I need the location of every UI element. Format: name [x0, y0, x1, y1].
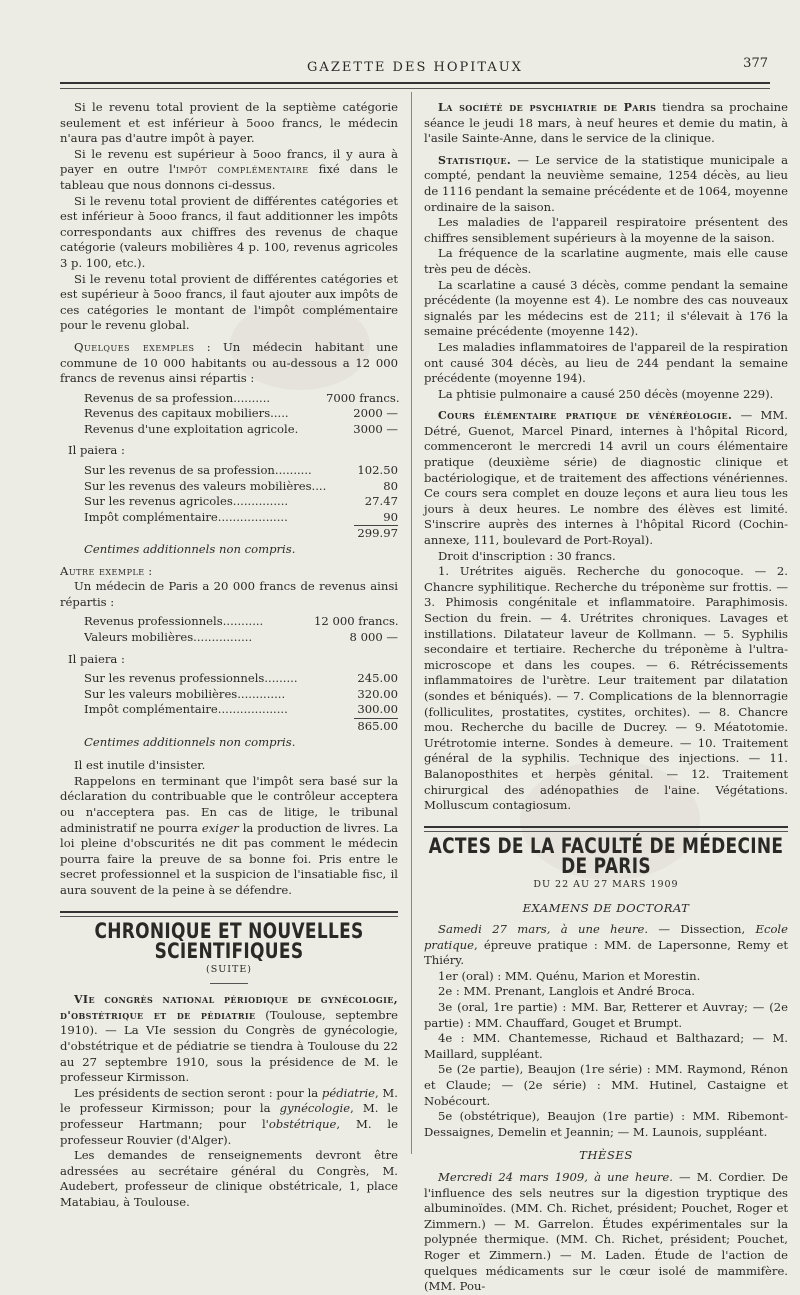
- small-caps-term: impôt complémentaire: [175, 162, 309, 177]
- table-row: Impôt complémentaire................... 300.00: [84, 702, 398, 717]
- tax-table: [84, 463, 398, 558]
- left-column: [60, 100, 398, 1211]
- paragraph: La scarlatine a causé 3 décès, comme pendant la semaine précédente (la moyenne est 4). Le nombre des cas nouveaux signalés par les médecins est de 211; il s'élevait à 176 la semaine précédente (moyenne 142).: [424, 277, 788, 339]
- tax-table: [84, 671, 398, 750]
- exam-line: 1er (oral) : MM. Quénu, Marion et Morestin.: [438, 968, 701, 983]
- section-rule: [60, 911, 398, 917]
- subsection-title: EXAMENS DE DOCTORAT: [522, 900, 690, 915]
- paragraph: Un médecin de Paris a 20 000 francs de revenus ainsi répartis :: [60, 579, 398, 609]
- paragraph: Rappelons en terminant que l'impôt sera basé sur la déclaration du contribuable que le contrôleur acceptera ou n'acceptera pas. En cas de litige, le tribunal administratif ne pourra exiger la production de livres. La loi pleine d'obscurités ne dit pas comment le médecin pourra faire la preuve de sa bonne foi. Pris entre le secret professionnel et la suspicion de l'insatiable fisc, il aura souvent de la peine à se défendre.: [60, 773, 398, 897]
- item-heading: La société de psychiatrie de Paris: [438, 101, 657, 114]
- table-row: Sur les revenus de sa profession.......... 102.50: [84, 463, 398, 478]
- centimes-note: Centimes additionnels non compris.: [84, 734, 296, 749]
- table-row: Sur les valeurs mobilières............. 320.00: [84, 686, 398, 701]
- header-rule: [60, 82, 770, 89]
- paiera-label: Il paiera :: [68, 443, 125, 458]
- paragraph: Cours élémentaire pratique de vénéréologie. — MM. Détré, Guenot, Marcel Pinard, internes à l'hôpital Ricord, commenceront le mercredi 14 avril un cours élémentaire pratique (deuxième série) de diagnostic clinique et bactériologique, et de traitement des affections vénériennes. Ce cours sera complet en douze leçons et aura lieu tous les jours à deux heures. Le nombre des élèves est limité. S'inscrire auprès des internes à l'hôpital Ricord (Cochin-annexe, 111, boulevard de Port-Royal).: [424, 408, 788, 548]
- right-column: [424, 100, 788, 1295]
- paragraph: Droit d'inscription : 30 francs.: [438, 548, 616, 563]
- example-label: Autre exemple: [60, 563, 145, 578]
- table-row: Valeurs mobilières................ 8 000 —: [84, 630, 398, 644]
- journal-title: GAZETTE DES HOPITAUX: [307, 60, 523, 75]
- paragraph: Les demandes de renseignements devront être adressées au secrétaire général du Congrès, M. Audebert, professeur de clinique obstétricale, 1, place Matabiau, à Toulouse.: [60, 1148, 398, 1209]
- paragraph: Si le revenu total provient de différentes catégories et est supérieur à 5ooo francs, il faut ajouter aux impôts de ces catégories le montant de l'impôt complémentaire pour le revenu global.: [60, 271, 398, 333]
- subsection-title: THÈSES: [579, 1148, 633, 1163]
- paragraph: Mercredi 24 mars 1909, à une heure. — M. Cordier. De l'influence des sels neutres sur la digestion tryptique des albuminoïdes. (MM. Ch. Richet, président; Pouchet, Roger et Zimmern.) — M. Garrelon. Études expérimentales sur la polypnée thermique. (MM. Ch. Richet, président; Pouchet, Roger et Zimmern.) — M. Laden. Étude de l'action de quelques médicaments sur le cœur isolé de mammifère. (MM. Pou-: [424, 1170, 788, 1294]
- section-subheading: (SUITE): [206, 963, 252, 975]
- paragraph: VIe congrès national périodique de gynécologie, d'obstétrique et de pédiatrie (Toulouse, septembre 1910). — La VIe session du Congrès de gynécologie, d'obstétrique et de pédiatrie se tiendra à Toulouse du 22 au 27 septembre 1910, sous la présidence de M. le professeur Kirmisson.: [60, 993, 398, 1085]
- paragraph: Si le revenu total provient de la septième catégorie seulement et est inférieur à 5ooo francs, le médecin n'aura pas d'autre impôt à payer.: [60, 100, 398, 146]
- revenue-table: [84, 391, 398, 438]
- paragraph: 1. Urétrites aiguës. Recherche du gonocoque. — 2. Chancre syphilitique. Recherche du tréponème sur frottis. — 3. Phimosis congénitale et inflammatoire. Paraphimosis. Section du frein. — 4. Urétrites chroniques. Lavages et instillations. Dilatateur laveur de Kollmann. — 5. Syphilis secondaire et tertiaire. Recherche du tréponème à l'ultra-microscope et dans les coupes. — 6. Rétrécissements inflammatoires de l'urètre. Leur traitement par dilatation (sondes et béniqués). — 7. Complications de la blennorragie (folliculites, prostatites, cystites, orchites). — 8. Chancre mou. Recherche du bacille de Ducrey. — 9. Méatotomie. Urétrotomie interne. Sondes à demeure. — 10. Traitement général de la syphilis. Technique des injections. — 11. Balanoposthites et herpès génital. — 12. Traitement chirurgical des adénopathies de l'aine. Végétations. Molluscum contagiosum.: [424, 564, 788, 813]
- tax-total: 299.97: [354, 525, 398, 542]
- revenue-table: [84, 614, 398, 645]
- section-rule: [424, 826, 788, 832]
- paragraph: Si le revenu total provient de différentes catégories et est inférieur à 5ooo francs, il faut additionner les impôts correspondants aux chiffres des revenus de chaque catégorie (valeurs mobilières 4 p. 100, revenus agricoles 3 p. 100, etc.).: [60, 193, 398, 270]
- example-label-line: Autre exemple :: [60, 563, 153, 578]
- example-intro: Quelques exemples : Un médecin habitant une commune de 10 000 habitants ou au-dessous a 12 000 francs de revenus ainsi répartis :: [60, 339, 398, 386]
- paragraph: Si le revenu est supérieur à 5ooo francs, il y aura à payer en outre l'impôt complémentaire fixé dans le tableau que nous donnons ci-dessus.: [60, 146, 399, 192]
- paragraph: Les maladies inflammatoires de l'appareil de la respiration ont causé 304 décès, au lieu de 244 pendant la semaine précédente (moyenne 194).: [424, 339, 788, 386]
- table-row: Revenus professionnels........... 12 000 francs.: [84, 614, 399, 629]
- paragraph: Statistique. — Le service de la statistique municipale a compté, pendant la neuvième semaine, 1254 décès, au lieu de 1116 pendant la semaine précédente et de 1064, moyenne ordinaire de la saison.: [424, 152, 788, 214]
- item-heading: Statistique.: [438, 153, 512, 167]
- running-head: [60, 56, 770, 80]
- short-rule: [210, 983, 248, 984]
- table-row: Sur les revenus professionnels......... 245.00: [84, 671, 398, 686]
- paragraph: Il est inutile d'insister.: [74, 758, 206, 773]
- table-row: Revenus des capitaux mobiliers..... 2000 —: [84, 406, 398, 421]
- section-heading: ACTES DE LA FACULTÉ DE MÉDECINE DE PARIS: [428, 834, 784, 879]
- paiera-label: Il paiera :: [68, 651, 125, 666]
- exam-line: 5e (2e partie), Beaujon (1re série) : MM. Raymond, Rénon et Claude; — (2e série) : MM. Hutinel, Castaigne et Nobécourt.: [424, 1062, 788, 1108]
- table-row: Sur les revenus des valeurs mobilières.... 80: [84, 478, 398, 493]
- paragraph: La fréquence de la scarlatine augmente, mais elle cause très peu de décès.: [424, 246, 788, 276]
- table-row: Impôt complémentaire................... 90: [84, 509, 398, 524]
- paragraph: Les présidents de section seront : pour la pédiatrie, M. le professeur Kirmisson; pour la gynécologie, M. le professeur Hartmann; pour l'obstétrique, M. le professeur Rouvier (d'Alger).: [60, 1085, 399, 1147]
- exam-line: 2e : MM. Prenant, Langlois et André Broca.: [438, 984, 695, 999]
- table-row: Revenus d'une exploitation agricole. 3000 —: [84, 421, 398, 436]
- paragraph: La phtisie pulmonaire a causé 250 décès (moyenne 229).: [438, 386, 774, 401]
- tax-total: 865.00: [354, 718, 398, 735]
- item-heading: Cours élémentaire pratique de vénéréologie.: [438, 409, 733, 423]
- exam-line: 3e (oral, 1re partie) : MM. Bar, Retterer et Auvray; — (2e partie) : MM. Chauffard, Gouget et Brumpt.: [424, 1000, 788, 1030]
- section-subheading: DU 22 AU 27 MARS 1909: [533, 878, 679, 890]
- page-number: 377: [743, 56, 768, 71]
- exam-line: 4e : MM. Chantemesse, Richaud et Balthazard; — M. Maillard, suppléant.: [424, 1031, 788, 1061]
- table-row: Sur les revenus agricoles............... 27.47: [84, 494, 398, 509]
- centimes-note: Centimes additionnels non compris.: [84, 542, 296, 557]
- paragraph: Les maladies de l'appareil respiratoire présentent des chiffres sensiblement supérieurs à la moyenne de la saison.: [424, 215, 788, 245]
- paragraph: La société de psychiatrie de Paris tiendra sa prochaine séance le jeudi 18 mars, à neuf heures et demie du matin, à l'asile Sainte-Anne, dans le service de la clinique.: [424, 100, 788, 146]
- example-label: Quelques exemples: [74, 339, 195, 354]
- column-divider: [411, 92, 412, 1154]
- exam-line: 5e (obstétrique), Beaujon (1re partie) : MM. Ribemont-Dessaignes, Demelin et Jeannin; — M. Launois, suppléant.: [424, 1109, 788, 1139]
- section-heading: CHRONIQUE ET NOUVELLES SCIENTIFIQUES: [94, 918, 364, 964]
- paragraph: Samedi 27 mars, à une heure. — Dissection, Ecole pratique, épreuve pratique : MM. de Lapersonne, Remy et Thiéry.: [424, 922, 788, 968]
- item-heading: VIe congrès national périodique de gynécologie, d'obstétrique et de pédiatrie: [60, 993, 398, 1022]
- table-row: Revenus de sa profession.......... 7000 francs.: [84, 390, 400, 405]
